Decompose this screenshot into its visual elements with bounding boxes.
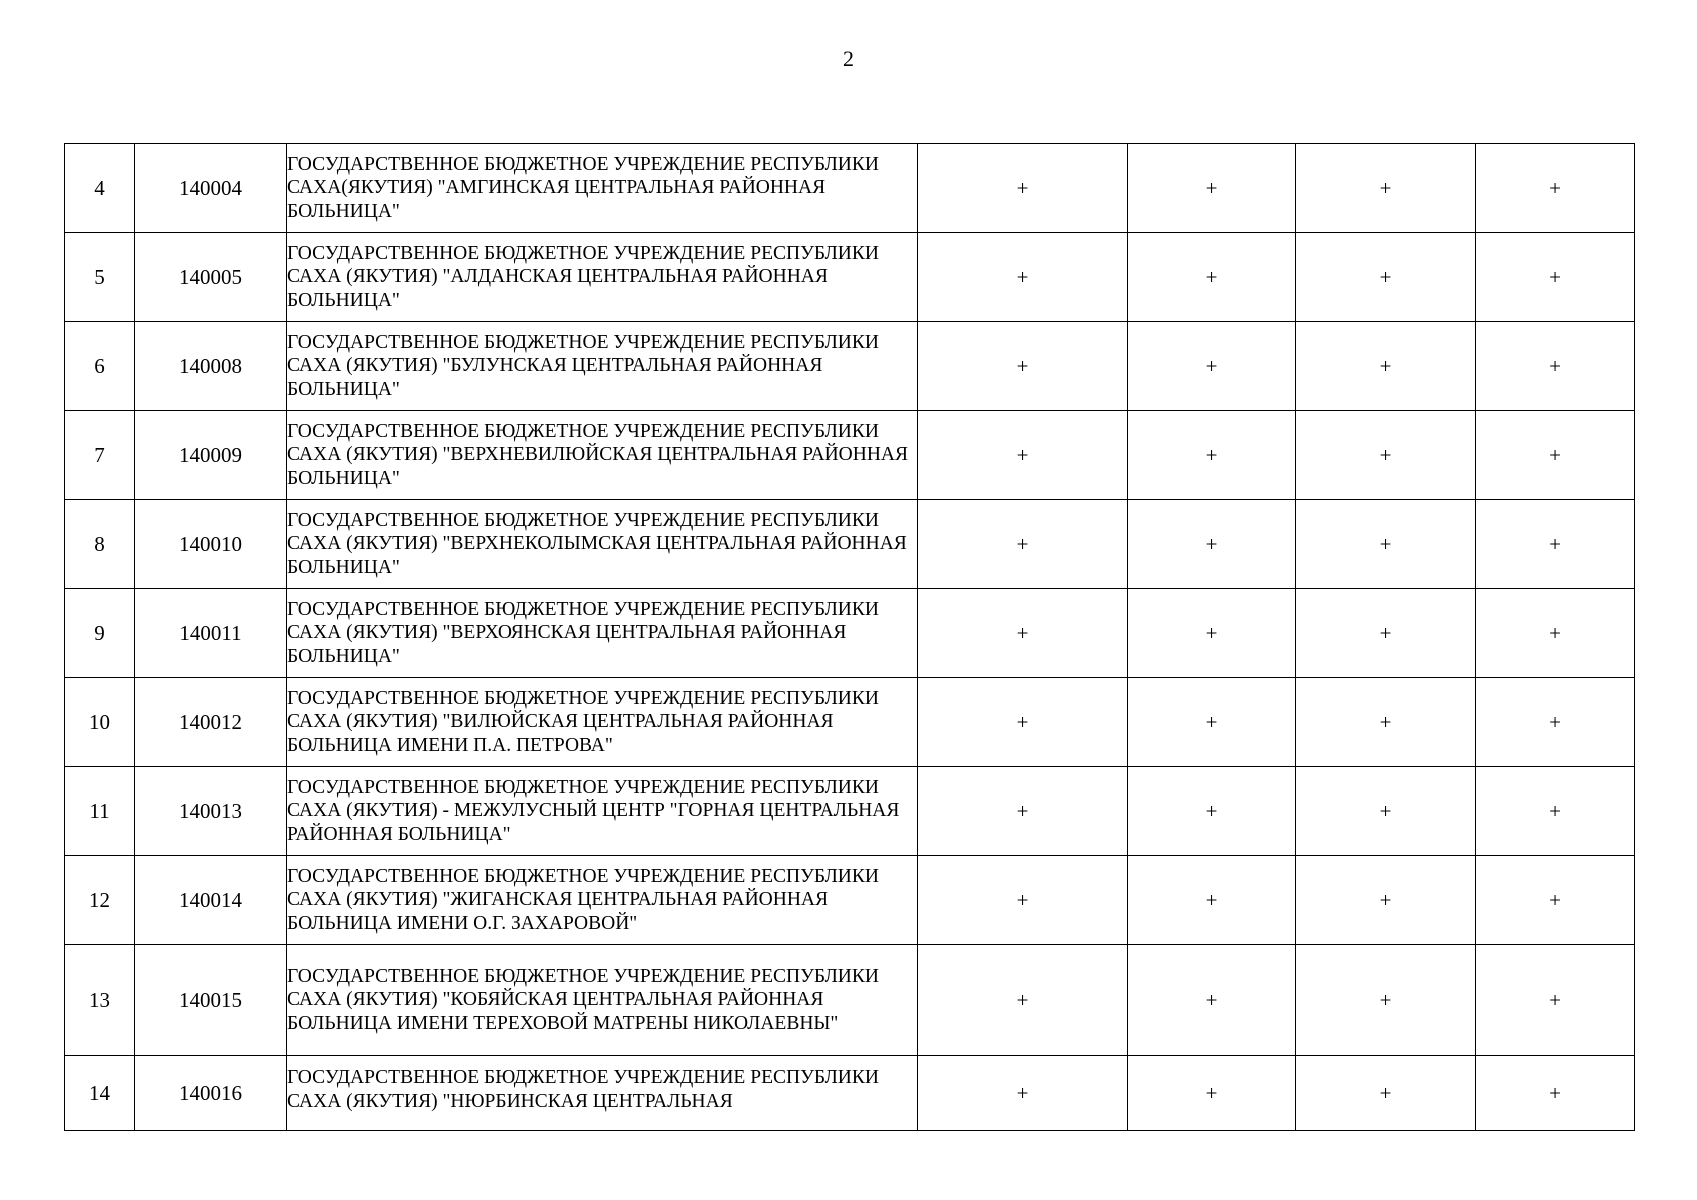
institutions-table — [64, 143, 1635, 1131]
mark-2: + — [1128, 767, 1296, 856]
mark-4: + — [1476, 500, 1635, 589]
mark-2: + — [1128, 856, 1296, 945]
table-row — [65, 856, 1635, 945]
institution-code: 140016 — [135, 1056, 287, 1131]
mark-4: + — [1476, 589, 1635, 678]
mark-4: + — [1476, 678, 1635, 767]
institution-code: 140008 — [135, 322, 287, 411]
mark-1: + — [918, 1056, 1128, 1131]
mark-2: + — [1128, 233, 1296, 322]
institution-name: ГОСУДАРСТВЕННОЕ БЮДЖЕТНОЕ УЧРЕЖДЕНИЕ РЕСПУБЛИКИ САХА (ЯКУТИЯ) "ВЕРХНЕКОЛЫМСКАЯ ЦЕНТРАЛЬНАЯ РАЙОННАЯ БОЛЬНИЦА" — [287, 500, 918, 589]
institution-name: ГОСУДАРСТВЕННОЕ БЮДЖЕТНОЕ УЧРЕЖДЕНИЕ РЕСПУБЛИКИ САХА (ЯКУТИЯ) "АЛДАНСКАЯ ЦЕНТРАЛЬНАЯ РАЙОННАЯ БОЛЬНИЦА" — [287, 233, 918, 322]
institution-name: ГОСУДАРСТВЕННОЕ БЮДЖЕТНОЕ УЧРЕЖДЕНИЕ РЕСПУБЛИКИ САХА (ЯКУТИЯ) "КОБЯЙСКАЯ ЦЕНТРАЛЬНАЯ РАЙОННАЯ БОЛЬНИЦА ИМЕНИ ТЕРЕХОВОЙ МАТРЕНЫ НИКОЛАЕВНЫ" — [287, 945, 918, 1056]
institution-name: ГОСУДАРСТВЕННОЕ БЮДЖЕТНОЕ УЧРЕЖДЕНИЕ РЕСПУБЛИКИ САХА (ЯКУТИЯ) "ВЕРХНЕВИЛЮЙСКАЯ ЦЕНТРАЛЬНАЯ РАЙОННАЯ БОЛЬНИЦА" — [287, 411, 918, 500]
mark-1: + — [918, 322, 1128, 411]
mark-2: + — [1128, 678, 1296, 767]
mark-2: + — [1128, 589, 1296, 678]
row-number: 14 — [65, 1056, 135, 1131]
institution-name: ГОСУДАРСТВЕННОЕ БЮДЖЕТНОЕ УЧРЕЖДЕНИЕ РЕСПУБЛИКИ САХА (ЯКУТИЯ) "ЖИГАНСКАЯ ЦЕНТРАЛЬНАЯ РАЙОННАЯ БОЛЬНИЦА ИМЕНИ О.Г. ЗАХАРОВОЙ" — [287, 856, 918, 945]
table-row — [65, 767, 1635, 856]
mark-4: + — [1476, 856, 1635, 945]
mark-1: + — [918, 589, 1128, 678]
mark-1: + — [918, 500, 1128, 589]
institution-code: 140012 — [135, 678, 287, 767]
mark-4: + — [1476, 322, 1635, 411]
row-number: 11 — [65, 767, 135, 856]
mark-3: + — [1296, 500, 1476, 589]
mark-1: + — [918, 767, 1128, 856]
mark-3: + — [1296, 767, 1476, 856]
institution-code: 140013 — [135, 767, 287, 856]
mark-2: + — [1128, 1056, 1296, 1131]
table-row — [65, 500, 1635, 589]
mark-3: + — [1296, 233, 1476, 322]
table-row — [65, 945, 1635, 1056]
mark-3: + — [1296, 856, 1476, 945]
institution-code: 140011 — [135, 589, 287, 678]
row-number: 6 — [65, 322, 135, 411]
row-number: 8 — [65, 500, 135, 589]
mark-4: + — [1476, 767, 1635, 856]
mark-2: + — [1128, 945, 1296, 1056]
row-number: 10 — [65, 678, 135, 767]
row-number: 7 — [65, 411, 135, 500]
institution-code: 140004 — [135, 144, 287, 233]
table-row — [65, 589, 1635, 678]
table-row — [65, 144, 1635, 233]
institution-name: ГОСУДАРСТВЕННОЕ БЮДЖЕТНОЕ УЧРЕЖДЕНИЕ РЕСПУБЛИКИ САХА(ЯКУТИЯ) "АМГИНСКАЯ ЦЕНТРАЛЬНАЯ РАЙОННАЯ БОЛЬНИЦА" — [287, 144, 918, 233]
institution-code: 140009 — [135, 411, 287, 500]
table-row — [65, 233, 1635, 322]
institution-name: ГОСУДАРСТВЕННОЕ БЮДЖЕТНОЕ УЧРЕЖДЕНИЕ РЕСПУБЛИКИ САХА (ЯКУТИЯ) "ВЕРХОЯНСКАЯ ЦЕНТРАЛЬНАЯ РАЙОННАЯ БОЛЬНИЦА" — [287, 589, 918, 678]
institution-code: 140015 — [135, 945, 287, 1056]
mark-2: + — [1128, 144, 1296, 233]
row-number: 5 — [65, 233, 135, 322]
institution-name: ГОСУДАРСТВЕННОЕ БЮДЖЕТНОЕ УЧРЕЖДЕНИЕ РЕСПУБЛИКИ САХА (ЯКУТИЯ) "БУЛУНСКАЯ ЦЕНТРАЛЬНАЯ РАЙОННАЯ БОЛЬНИЦА" — [287, 322, 918, 411]
mark-3: + — [1296, 589, 1476, 678]
institution-name: ГОСУДАРСТВЕННОЕ БЮДЖЕТНОЕ УЧРЕЖДЕНИЕ РЕСПУБЛИКИ САХА (ЯКУТИЯ) - МЕЖУЛУСНЫЙ ЦЕНТР "ГОРНАЯ ЦЕНТРАЛЬНАЯ РАЙОННАЯ БОЛЬНИЦА" — [287, 767, 918, 856]
mark-4: + — [1476, 144, 1635, 233]
institution-name: ГОСУДАРСТВЕННОЕ БЮДЖЕТНОЕ УЧРЕЖДЕНИЕ РЕСПУБЛИКИ САХА (ЯКУТИЯ) "ВИЛЮЙСКАЯ ЦЕНТРАЛЬНАЯ РАЙОННАЯ БОЛЬНИЦА ИМЕНИ П.А. ПЕТРОВА" — [287, 678, 918, 767]
mark-1: + — [918, 856, 1128, 945]
row-number: 9 — [65, 589, 135, 678]
institution-name: ГОСУДАРСТВЕННОЕ БЮДЖЕТНОЕ УЧРЕЖДЕНИЕ РЕСПУБЛИКИ САХА (ЯКУТИЯ) "НЮРБИНСКАЯ ЦЕНТРАЛЬНАЯ — [287, 1056, 918, 1131]
institution-code: 140005 — [135, 233, 287, 322]
mark-4: + — [1476, 411, 1635, 500]
institution-code: 140010 — [135, 500, 287, 589]
mark-3: + — [1296, 322, 1476, 411]
row-number: 13 — [65, 945, 135, 1056]
mark-3: + — [1296, 1056, 1476, 1131]
institution-code: 140014 — [135, 856, 287, 945]
mark-4: + — [1476, 1056, 1635, 1131]
row-number: 4 — [65, 144, 135, 233]
mark-3: + — [1296, 144, 1476, 233]
mark-2: + — [1128, 411, 1296, 500]
mark-1: + — [918, 678, 1128, 767]
mark-4: + — [1476, 233, 1635, 322]
mark-4: + — [1476, 945, 1635, 1056]
table-row — [65, 678, 1635, 767]
mark-3: + — [1296, 945, 1476, 1056]
table-row — [65, 1056, 1635, 1131]
mark-2: + — [1128, 322, 1296, 411]
table-row — [65, 322, 1635, 411]
mark-3: + — [1296, 678, 1476, 767]
page-number: 2 — [843, 46, 854, 71]
mark-3: + — [1296, 411, 1476, 500]
mark-1: + — [918, 411, 1128, 500]
mark-1: + — [918, 144, 1128, 233]
mark-2: + — [1128, 500, 1296, 589]
row-number: 12 — [65, 856, 135, 945]
mark-1: + — [918, 233, 1128, 322]
table-row — [65, 411, 1635, 500]
mark-1: + — [918, 945, 1128, 1056]
